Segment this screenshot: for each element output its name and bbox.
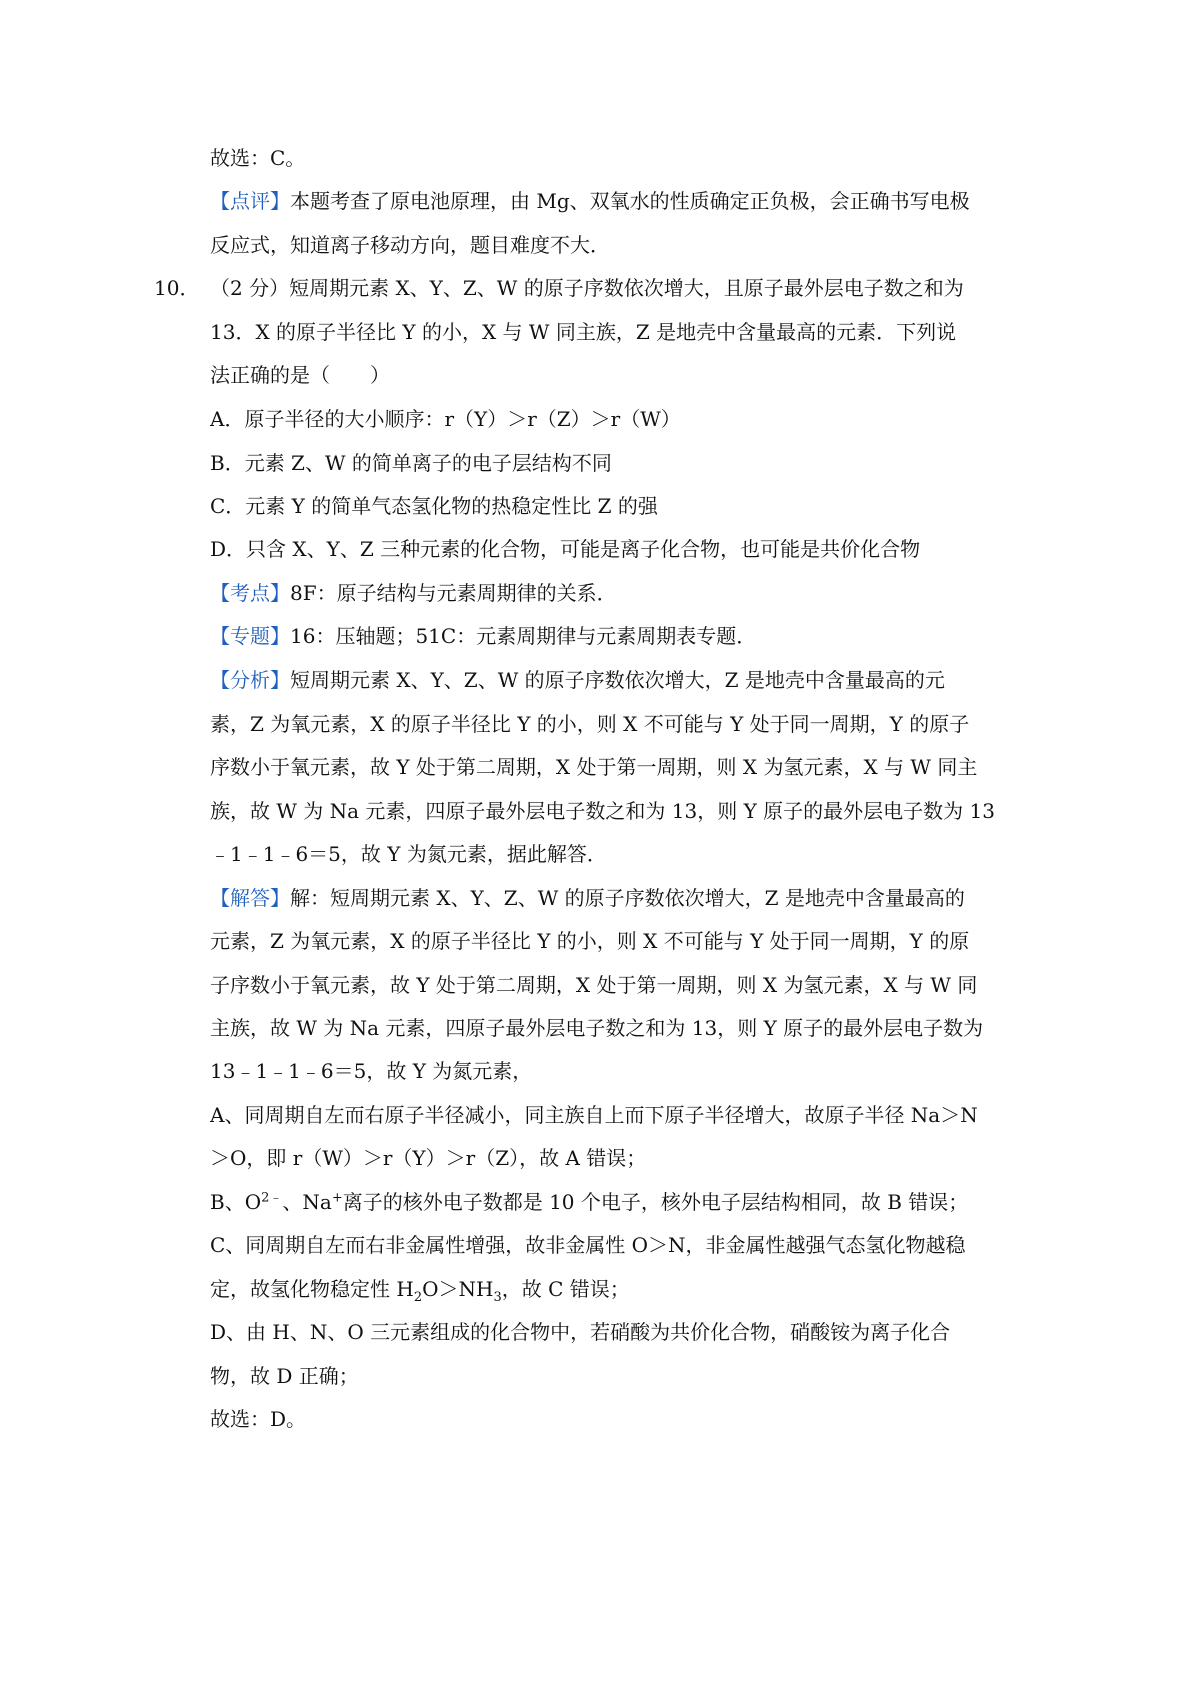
- kaodian-line: 【考点】8F：原子结构与元素周期律的关系．: [210, 581, 617, 605]
- solution-line-4: 主族，故 W 为 Na 元素，四原子最外层电子数之和为 13，则 Y 原子的最外层电子数为: [210, 1016, 984, 1040]
- question-number: 10．: [154, 276, 200, 300]
- analysis-line-3: 序数小于氧元素，故 Y 处于第二周期，X 处于第一周期，则 X 为氢元素，X 与 W 同主: [210, 755, 978, 779]
- analysis-line-1: 【分析】短周期元素 X、Y、Z、W 的原子序数依次增大，Z 是地壳中含量最高的元: [210, 668, 945, 692]
- review-line-2: 反应式，知道离子移动方向，题目难度不大．: [210, 233, 610, 257]
- zhuanti-line: 【专题】16：压轴题；51C：元素周期律与元素周期表专题．: [210, 624, 757, 648]
- option-c: C．元素 Y 的简单气态氢化物的热稳定性比 Z 的强: [210, 494, 658, 518]
- solution-line-2: 元素，Z 为氧元素，X 的原子半径比 Y 的小，则 X 不可能与 Y 处于同一周期，Y 的原: [210, 929, 970, 953]
- solution-line-1: 【解答】解：短周期元素 X、Y、Z、W 的原子序数依次增大，Z 是地壳中含量最高的: [210, 886, 965, 910]
- solution-b-line: B、$O^{2﹣}$、Na+离子的核外电子数都是 10 个电子，核外电子层结构相同，故 B 错误；: [210, 1190, 969, 1214]
- question-line-3: 法正确的是（ ）: [210, 363, 390, 387]
- solution-c-line-1: C、同周期自左而右非金属性增强，故非金属性 O＞N，非金属性越强气态氢化物越稳: [210, 1233, 966, 1257]
- review-line-1: 【点评】本题考查了原电池原理，由 Mg、双氧水的性质确定正负极，会正确书写电极: [210, 189, 970, 213]
- solution-tag: 【解答】: [210, 886, 290, 910]
- analysis-line-5: ﹣1﹣1﹣6＝5，故 Y 为氮元素，据此解答．: [210, 842, 607, 866]
- analysis-line-2: 素，Z 为氧元素，X 的原子半径比 Y 的小，则 X 不可能与 Y 处于同一周期，Y 的原子: [210, 712, 970, 736]
- solution-line-5: 13﹣1﹣1﹣6＝5，故 Y 为氮元素，: [210, 1059, 533, 1083]
- solution-a-line-1: A、同周期自左而右原子半径减小，同主族自上而下原子半径增大，故原子半径 Na＞N: [210, 1103, 978, 1127]
- option-b: B．元素 Z、W 的简单离子的电子层结构不同: [210, 451, 612, 475]
- analysis-tag: 【分析】: [210, 668, 290, 692]
- zhuanti-tag: 【专题】: [210, 624, 290, 648]
- oxide-ion-charge: 2﹣: [261, 1190, 283, 1206]
- review-tag: 【点评】: [210, 189, 290, 213]
- solution-c-line-2: 定，故氢化物稳定性 $H_2O>NH_3$，故 C 错误；: [210, 1277, 630, 1305]
- kaodian-tag: 【考点】: [210, 581, 290, 605]
- previous-answer: 故选：C。: [210, 146, 306, 170]
- ammonia-subscript: 3: [493, 1290, 502, 1305]
- solution-d-line-2: 物，故 D 正确；: [210, 1364, 359, 1388]
- sodium-ion-charge: +: [331, 1190, 343, 1206]
- solution-a-line-2: ＞O，即 r（W）＞r（Y）＞r（Z），故 A 错误；: [210, 1146, 647, 1170]
- final-answer: 故选：D。: [210, 1407, 307, 1431]
- question-line-2: 13．X 的原子半径比 Y 的小，X 与 W 同主族，Z 是地壳中含量最高的元素．下列说: [210, 320, 957, 344]
- analysis-line-4: 族，故 W 为 Na 元素，四原子最外层电子数之和为 13，则 Y 原子的最外层电子数为 13: [210, 799, 995, 823]
- solution-d-line-1: D、由 H、N、O 三元素组成的化合物中，若硝酸为共价化合物，硝酸铵为离子化合: [210, 1320, 951, 1344]
- option-a: A．原子半径的大小顺序：r（Y）＞r（Z）＞r（W）: [210, 407, 681, 431]
- solution-line-3: 子序数小于氧元素，故 Y 处于第二周期，X 处于第一周期，则 X 为氢元素，X 与 W 同: [210, 973, 978, 997]
- option-d: D．只含 X、Y、Z 三种元素的化合物，可能是离子化合物，也可能是共价化合物: [210, 537, 921, 561]
- water-subscript: 2: [413, 1290, 423, 1305]
- question-line-1: （2 分）短周期元素 X、Y、Z、W 的原子序数依次增大，且原子最外层电子数之和为: [210, 276, 964, 300]
